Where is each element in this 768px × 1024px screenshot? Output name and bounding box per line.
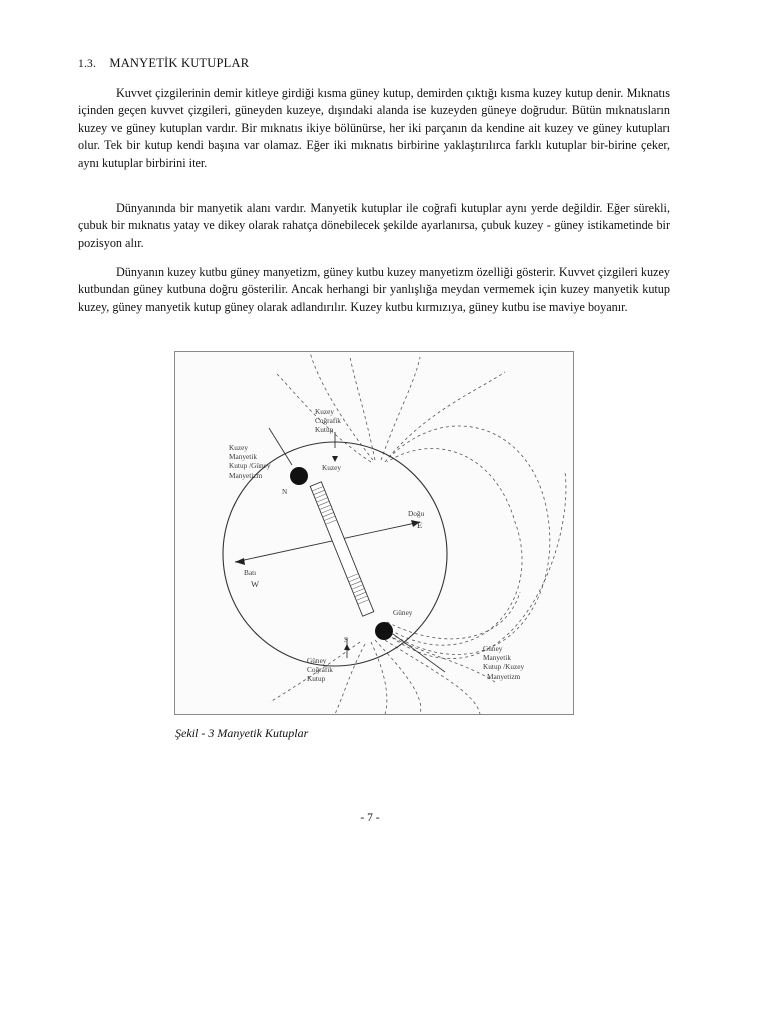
- label-north-mag-3: Kutup /Güney: [229, 461, 271, 470]
- label-south-geo-3: Kutup: [307, 674, 326, 683]
- label-north-geo-1: Kuzey: [315, 407, 335, 416]
- bar-magnet: [310, 482, 374, 616]
- paragraph-2: Dünyanında bir manyetik alanı vardır. Manyetik kutuplar ile coğrafi kutuplar aynı yerde değildir. Eğer sürekli, çubuk bir mıknatıs yatay ve dikey olarak rahatça dönebilecek şekilde ayarlanırsa, çubuk kuzey - güney istikametinde bir pozisyon alır.: [78, 201, 670, 250]
- label-south-mag-1: Güney: [483, 644, 503, 653]
- mag-north-pointer: [269, 428, 292, 465]
- label-south-geo-2: Coğrafik: [307, 665, 333, 674]
- section-number: 1.3.: [78, 58, 97, 70]
- geo-north-arrow-icon: [332, 456, 338, 462]
- section-title: MANYETİK KUTUPLAR: [109, 56, 250, 70]
- label-north-short: Kuzey: [322, 463, 342, 472]
- section-heading: [78, 56, 249, 71]
- label-south-short: Güney: [393, 608, 413, 617]
- label-south-mag-2: Manyetik: [483, 653, 511, 662]
- label-east-1: Doğu: [408, 509, 425, 518]
- label-south-mag-4: Manyetizm: [487, 672, 521, 681]
- north-magnetic-pole: [290, 467, 308, 485]
- page-number: - 7 -: [360, 812, 380, 824]
- paragraph-3: Dünyanın kuzey kutbu güney manyetizm, güney kutbu kuzey manyetizm özelliği gösterir. Kuvvet çizgileri kuzey kutbundan güney kutbuna doğru gösterilir. Ancak herhangi bir yanlışlığa meydan vermemek için kuzey manyetik kutup kuzey, güney manyetik kutup güney olarak adlandırılır. Kuzey kutbu kırmızıya, güney kutbu ise maviye boyanır.: [78, 265, 670, 314]
- label-south-mag-3: Kutup /Kuzey: [483, 662, 525, 671]
- south-magnetic-pole: [375, 622, 393, 640]
- figure-caption: Şekil - 3 Manyetik Kutuplar: [175, 726, 309, 740]
- label-west-1: Batı: [244, 568, 257, 577]
- label-s: S: [344, 635, 349, 644]
- magnetic-poles-figure: [174, 351, 574, 715]
- label-north-mag-1: Kuzey: [229, 443, 249, 452]
- label-north-geo-2: Coğrafik: [315, 416, 341, 425]
- label-south-geo-1: Güney: [307, 656, 327, 665]
- label-north-mag-2: Manyetik: [229, 452, 257, 461]
- mag-south-pointer: [393, 634, 445, 672]
- geo-south-arrow-icon: [344, 644, 350, 650]
- label-west-2: W: [251, 579, 260, 589]
- earth-magnetic-field-diagram: [175, 352, 573, 714]
- label-north-mag-4: Manyetizm: [229, 471, 263, 480]
- label-n: N: [282, 487, 288, 496]
- label-north-geo-3: Kutup: [315, 425, 334, 434]
- west-arrow-icon: [235, 558, 245, 565]
- label-east-2: E: [417, 520, 423, 530]
- paragraph-1: Kuvvet çizgilerinin demir kitleye girdiği kısma güney kutup, demirden çıktığı kısma kuzey kutup denir. Mıknatıs içinden geçen kuvvet çizgileri, güneyden kuzeye, dışındaki alanda ise kuzeyden güneye doğrudur. Bütün mıknatısların kuzey ve güney kutuplan vardır. Bir mıknatıs ikiye bölünürse, her iki parçanın da kendine ait kuzey ve güney kutupları olur. Tek bir kutup kendi başına var olamaz. Eğer iki mıknatıs birbirine yaklaştırılırca farklı kutuplar bir-birine çeker, aynı kutuplar birbirini iter.: [78, 86, 670, 170]
